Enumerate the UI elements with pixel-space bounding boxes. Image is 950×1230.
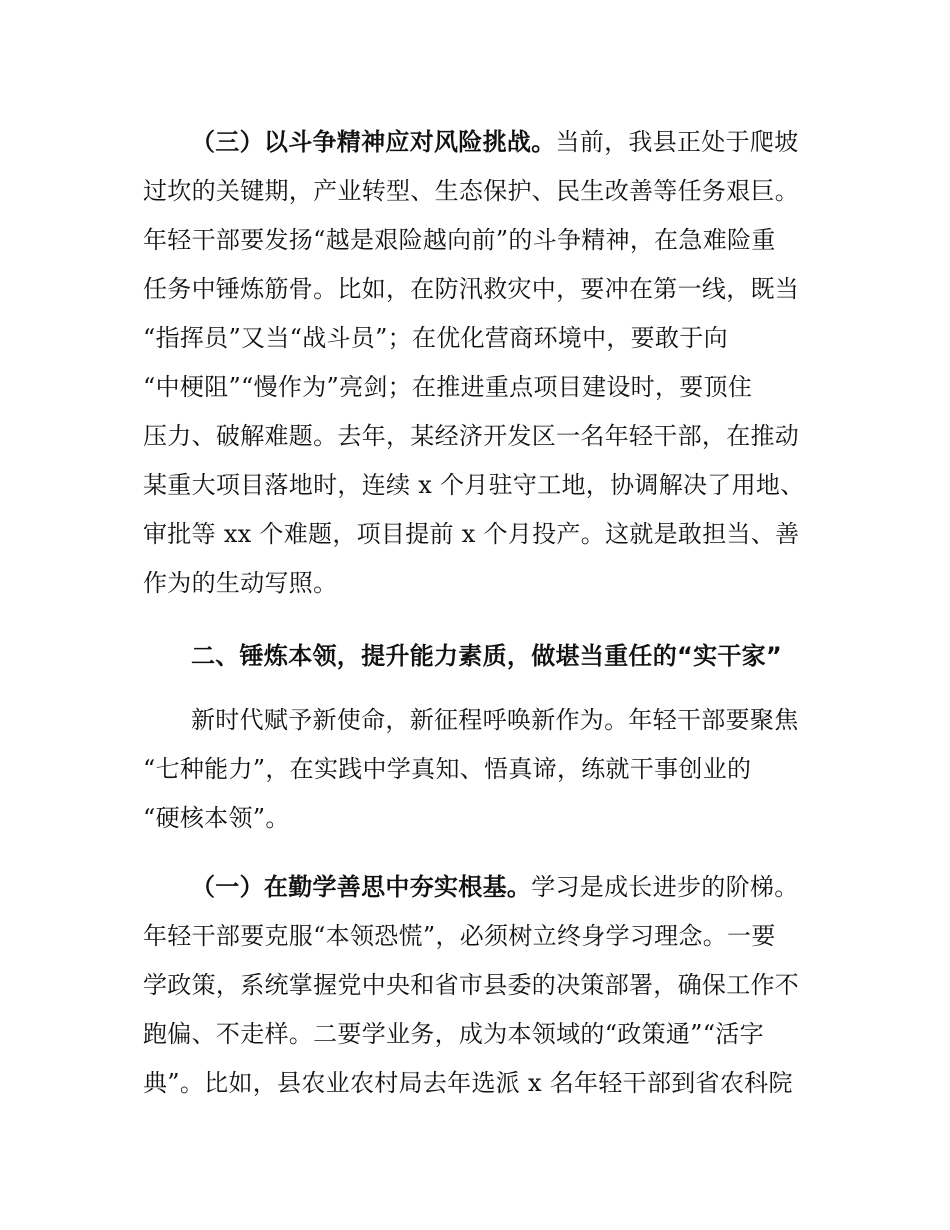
paragraph-line: 作为的生动写照。 [143,569,338,597]
paragraph-line: 年轻干部要发扬“越是艰险越向前”的斗争精神，在急难险重 [143,226,776,254]
paragraph-line: 某重大项目落地时，连续 x 个月驻守工地，协调解决了用地、 [143,471,805,499]
paragraph-line: 学政策，系统掌握党中央和省市县委的决策部署，确保工作不 [143,971,800,999]
paragraph-line: “中梗阻”“慢作为”亮剑；在推进重点项目建设时，要顶住 [143,373,753,401]
paragraph-line: 年轻干部要克服“本领恐慌”，必须树立终身学习理念。一要 [143,922,776,950]
paragraph-line: 过坎的关键期，产业转型、生态保护、民生改善等任务艰巨。 [143,177,800,205]
paragraph-line: 典”。比如，县农业农村局去年选派 x 名年轻干部到省农科院 [143,1069,793,1097]
part-2-intro-line: “七种能力”，在实践中学真知、悟真谛，练就干事创业的 [143,755,752,783]
section-1-heading: （一）在勤学善思中夯实根基。 [191,873,532,901]
part-2-intro-line: 新时代赋予新使命，新征程呼唤新作为。年轻干部要聚焦 [191,706,799,734]
section-1-first-line [191,871,861,903]
paragraph-line: 跑偏、不走样。二要学业务，成为本领域的“政策通”“活字 [143,1020,764,1048]
part-2-intro-line: “硬核本领”。 [143,804,290,832]
paragraph-line: 审批等 xx 个难题，项目提前 x 个月投产。这就是敢担当、善 [143,520,800,548]
section-1-text: 学习是成长进步的阶梯。 [531,873,799,901]
section-3-first-line [191,126,861,158]
section-3-heading: （三）以斗争精神应对风险挑战。 [191,128,556,156]
paragraph-line: 压力、破解难题。去年，某经济开发区一名年轻干部，在推动 [143,422,800,450]
section-3-text: 当前，我县正处于爬坡 [555,128,799,156]
paragraph-line: “指挥员”又当“战斗员”；在优化营商环境中，要敢于向 [143,324,728,352]
part-2-heading: 二、锤炼本领，提升能力素质，做堪当重任的“实干家” [191,642,783,670]
paragraph-line: 任务中锤炼筋骨。比如，在防汛救灾中，要冲在第一线，既当 [143,275,800,303]
